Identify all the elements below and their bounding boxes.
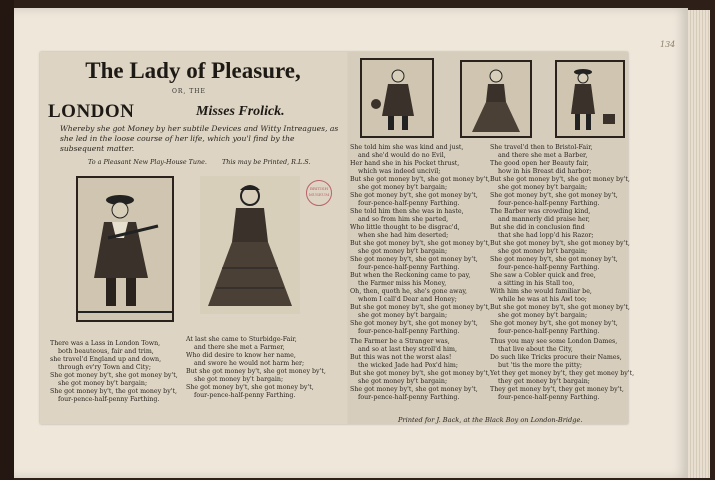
ballad-title: The Lady of Pleasure,	[85, 58, 301, 83]
verse-line: But she got money by't, she got money by't,	[490, 176, 630, 183]
verse-line: Oh, then, quoth he, she's gone away,	[350, 288, 468, 295]
imprint-line: Printed for J. Back, at the Black Boy on London-Bridge.	[398, 416, 583, 424]
album-spine	[0, 0, 14, 480]
verse-line: But she got money by't, she got money by't,	[350, 370, 490, 377]
verse-line: that live about the City,	[498, 346, 573, 353]
verse-line: She got money by't, she got money by't,	[490, 320, 618, 327]
verse-1	[50, 340, 178, 404]
verse-line: With him she would familiar be,	[490, 288, 592, 295]
verse-line: the Farmer miss his Money,	[358, 280, 447, 287]
woodcut-gentleman	[76, 176, 174, 322]
verse-line: She travel'd then to Bristol-Fair,	[490, 144, 593, 151]
verse-line: four-pence-half-penny Farthing.	[358, 328, 460, 335]
verse-line: She got money by't, she got money by't,	[350, 256, 478, 263]
verse-line: She got money by't, she got money by't,	[350, 320, 478, 327]
verse-line: But she did in conclusion find	[490, 224, 585, 231]
verse-line: She got money by't, she got money by't,	[350, 192, 478, 199]
verse-7	[490, 144, 630, 208]
verse-line: Who little thought to be disgrac'd,	[350, 224, 460, 231]
verse-9	[490, 272, 630, 336]
verse-line: she got money by't bargain;	[358, 248, 448, 255]
verse-line: She got money by't, the got money by't,	[50, 388, 178, 395]
verse-line: four-pence-half-penny Farthing.	[498, 200, 600, 207]
verse-line: and there she met a Farmer,	[194, 344, 285, 351]
verse-line: But she got money by't, she got money by't,	[350, 176, 490, 183]
verse-line: She saw a Cobler quick and free,	[490, 272, 596, 279]
verse-line: She got money by't, she got money by't,	[50, 372, 178, 379]
verse-6	[350, 338, 490, 402]
verse-line: She told him she was kind and just,	[350, 144, 464, 151]
verse-line: whom I call'd Dear and Honey;	[358, 296, 457, 303]
verse-line: which was indeed uncivil;	[358, 168, 441, 175]
verse-line: She told him then she was in haste,	[350, 208, 464, 215]
page-edges	[688, 10, 710, 478]
verse-line: She got money by't, she got money by't,	[490, 256, 618, 263]
verse-line: Her hand she in his Pocket thrust,	[350, 160, 460, 167]
verse-line: But she got money by't, she got money by't,	[350, 240, 490, 247]
verse-line: and there she met a Barber,	[498, 152, 588, 159]
verse-line: Yet they get money by't, they get money by't,	[490, 370, 635, 377]
verse-line: But she got money by't, she got money by't,	[490, 304, 630, 311]
woodcut-small-1	[360, 58, 434, 138]
verse-line: she got money by't bargain;	[498, 184, 588, 191]
verse-line: But she got money by't, she got money by't,	[350, 304, 490, 311]
ballad-description: Whereby she got Money by her subtile Devices and Witty Intreagues, as she led in the loose course of her life, which you'l find by the subsequent matter.	[60, 124, 339, 153]
verse-line: They get money by't, they get money by't,	[490, 386, 624, 393]
verse-line: At last she came to Sturbidge-Fair,	[186, 336, 297, 343]
tune-line: To a Pleasant New Play-House Tune.	[88, 158, 207, 166]
verse-line: The Barber was crowding kind,	[490, 208, 591, 215]
verse-3	[350, 144, 490, 208]
verse-line: Who did desire to know her name,	[186, 352, 296, 359]
or-line: OR, THE	[172, 88, 206, 95]
verse-4	[350, 208, 490, 272]
verse-10	[490, 338, 634, 402]
ballad-subtitle-2: Misses Frolick.	[196, 104, 285, 119]
verse-line: through ev'ry Town and City;	[58, 364, 151, 371]
verse-line: she got money by't bargain;	[498, 312, 588, 319]
verse-line: and she'd would do no Evil,	[358, 152, 446, 159]
verse-line: how in his Breast did harbor;	[498, 168, 592, 175]
verse-line: she got money by't bargain;	[498, 248, 588, 255]
verse-line: But this was not the worst alas!	[350, 354, 452, 361]
verse-line: But she got money by't, she got money by't,	[490, 240, 630, 247]
verse-line: four-pence-half-penny Farthing.	[358, 394, 460, 401]
verse-line: both beauteous, fair and trim,	[58, 348, 154, 355]
verse-line: four-pence-half-penny Farthing.	[498, 328, 600, 335]
museum-stamp: BRITISH MUSEUM	[306, 180, 332, 206]
verse-line: She got money by't, she got money by't,	[490, 192, 618, 199]
verse-line: The Farmer be a Stranger was,	[350, 338, 450, 345]
woodcut-lady	[200, 176, 300, 314]
verse-line: and swore he would not harm her;	[194, 360, 305, 367]
verse-line: and so from him she parted,	[358, 216, 449, 223]
verse-line: when she had him deserted;	[358, 232, 449, 239]
verse-line: four-pence-half-penny Farthing.	[194, 392, 296, 399]
verse-8	[490, 208, 630, 272]
verse-line: four-pence-half-penny Farthing.	[498, 264, 600, 271]
verse-line: four-pence-half-penny Farthing.	[58, 396, 160, 403]
verse-line: There was a Lass in London Town,	[50, 340, 161, 347]
verse-line: while he was at his Awl too;	[498, 296, 587, 303]
verse-line: they get money by't bargain;	[498, 378, 590, 385]
verse-line: she got money by't bargain;	[358, 378, 448, 385]
verse-line: that she had lopp'd his Razor;	[498, 232, 594, 239]
verse-line: she got money by't bargain;	[358, 312, 448, 319]
verse-5	[350, 272, 490, 336]
ballad-subtitle: LONDON	[48, 101, 135, 122]
verse-line: But when the Reckoning came to pay,	[350, 272, 471, 279]
verse-line: a sitting in his Stall too,	[498, 280, 575, 287]
verse-line: she travel'd England up and down,	[50, 356, 162, 363]
verse-2	[186, 336, 326, 400]
verse-line: and so at last they stroll'd him,	[358, 346, 457, 353]
verse-line: the wicked Jade had Pox'd him;	[358, 362, 458, 369]
verse-line: and mannerly did praise her,	[498, 216, 590, 223]
verse-line: She got money by't, she got money by't,	[350, 386, 478, 393]
woodcut-small-3	[555, 60, 625, 138]
folio-number: 134	[660, 40, 676, 49]
license-line: This may be Printed, R.L.S.	[222, 158, 311, 166]
verse-line: she got money by't bargain;	[58, 380, 148, 387]
verse-line: four-pence-half-penny Farthing.	[498, 394, 600, 401]
verse-line: she got money by't bargain;	[194, 376, 284, 383]
verse-line: she got money by't bargain;	[358, 184, 448, 191]
verse-line: Thus you may see some London Dames,	[490, 338, 618, 345]
verse-line: The good open her Beauty fair,	[490, 160, 589, 167]
verse-line: four-pence-half-penny Farthing.	[358, 200, 460, 207]
verse-line: She got money by't, she got money by't,	[186, 384, 314, 391]
verse-line: but 'tis the more the pitty;	[498, 362, 583, 369]
woodcut-small-2	[460, 60, 532, 138]
verse-line: Do such like Tricks procure their Names,	[490, 354, 622, 361]
verse-line: But she got money by't, she got money by't,	[186, 368, 326, 375]
verse-line: four-pence-half-penny Farthing.	[358, 264, 460, 271]
